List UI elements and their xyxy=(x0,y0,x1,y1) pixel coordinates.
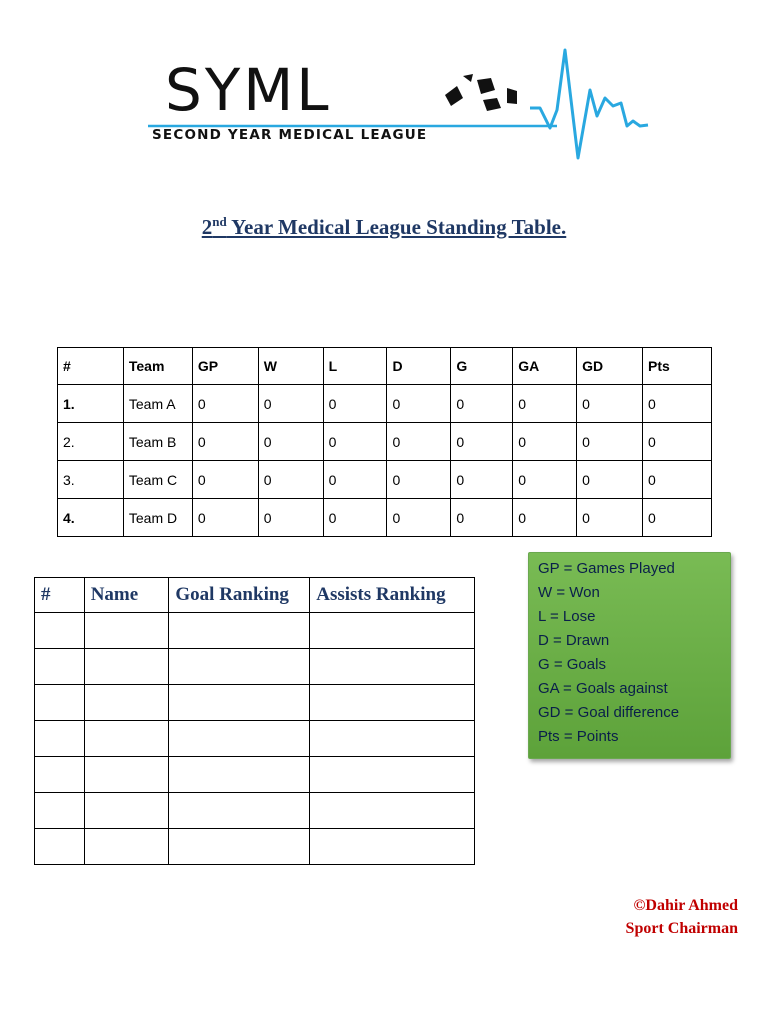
column-header: GA xyxy=(513,348,577,385)
table-row xyxy=(35,613,475,649)
table-cell xyxy=(84,613,169,649)
table-cell xyxy=(35,793,85,829)
table-cell: 0 xyxy=(577,499,643,537)
table-cell xyxy=(169,829,310,865)
table-cell: 0 xyxy=(323,423,387,461)
table-cell: 0 xyxy=(451,385,513,423)
title-ordinal: 2 xyxy=(201,215,213,239)
table-cell: 0 xyxy=(258,423,323,461)
table-cell xyxy=(310,649,475,685)
page-title xyxy=(0,214,768,240)
table-cell: 0 xyxy=(387,499,451,537)
table-cell xyxy=(84,721,169,757)
table-cell: 0 xyxy=(258,385,323,423)
table-cell: Team B xyxy=(123,423,192,461)
table-row xyxy=(58,423,712,461)
table-cell xyxy=(310,721,475,757)
table-cell: 0 xyxy=(577,461,643,499)
table-cell xyxy=(35,829,85,865)
column-header: # xyxy=(58,348,124,385)
table-cell: 0 xyxy=(387,461,451,499)
table-cell: Team C xyxy=(123,461,192,499)
table-cell xyxy=(84,757,169,793)
column-header: Name xyxy=(84,578,169,613)
table-cell xyxy=(35,757,85,793)
table-cell: 0 xyxy=(513,385,577,423)
legend-item: W = Won xyxy=(538,584,600,601)
legend-item: G = Goals xyxy=(538,656,606,673)
table-cell: 1. xyxy=(58,385,124,423)
table-cell: 2. xyxy=(58,423,124,461)
standing-header-row xyxy=(58,348,712,385)
legend-item: GD = Goal difference xyxy=(538,704,680,721)
legend-item: L = Lose xyxy=(538,608,596,625)
table-cell xyxy=(169,649,310,685)
syml-logo xyxy=(145,48,650,166)
ranking-table xyxy=(34,577,475,865)
ranking-header-row xyxy=(35,578,475,613)
abbreviation-legend xyxy=(528,552,731,759)
table-cell xyxy=(84,829,169,865)
table-cell: 0 xyxy=(387,385,451,423)
column-header: Pts xyxy=(643,348,712,385)
table-cell: 0 xyxy=(323,385,387,423)
table-cell: 0 xyxy=(643,499,712,537)
table-cell xyxy=(310,685,475,721)
table-cell: 0 xyxy=(643,461,712,499)
column-header: W xyxy=(258,348,323,385)
column-header: D xyxy=(387,348,451,385)
table-cell xyxy=(310,829,475,865)
table-cell: 0 xyxy=(513,423,577,461)
table-cell xyxy=(84,793,169,829)
table-cell: 0 xyxy=(513,461,577,499)
table-cell: 0 xyxy=(192,461,258,499)
signature-role: Sport Chairman xyxy=(625,920,738,937)
table-cell: 0 xyxy=(192,423,258,461)
pulse-line-icon xyxy=(530,50,648,158)
table-cell xyxy=(310,757,475,793)
legend-item: GP = Games Played xyxy=(538,560,675,577)
table-cell: 0 xyxy=(451,499,513,537)
signature-block xyxy=(626,894,738,940)
table-row xyxy=(58,499,712,537)
legend-item: Pts = Points xyxy=(538,728,619,745)
table-row xyxy=(58,385,712,423)
column-header: GD xyxy=(577,348,643,385)
table-cell: 0 xyxy=(192,385,258,423)
table-row xyxy=(35,649,475,685)
legend-item: GA = Goals against xyxy=(538,680,668,697)
table-cell: Team A xyxy=(123,385,192,423)
table-cell: 3. xyxy=(58,461,124,499)
table-cell: 0 xyxy=(643,385,712,423)
table-row xyxy=(35,757,475,793)
table-cell xyxy=(35,685,85,721)
table-cell: 0 xyxy=(451,423,513,461)
table-cell xyxy=(35,649,85,685)
table-row xyxy=(35,721,475,757)
logo-wordmark: SYML xyxy=(165,56,332,124)
legend-item: D = Drawn xyxy=(538,632,610,649)
title-superscript: nd xyxy=(212,214,227,229)
table-row xyxy=(58,461,712,499)
table-row xyxy=(35,829,475,865)
column-header: Team xyxy=(123,348,192,385)
column-header: Goal Ranking xyxy=(169,578,310,613)
table-cell: 0 xyxy=(513,499,577,537)
table-cell: 0 xyxy=(258,461,323,499)
table-cell: 0 xyxy=(323,461,387,499)
soccer-ball-icon xyxy=(439,74,517,114)
table-cell: 0 xyxy=(192,499,258,537)
column-header: # xyxy=(35,578,85,613)
table-cell xyxy=(84,649,169,685)
table-cell xyxy=(169,721,310,757)
table-cell: 0 xyxy=(387,423,451,461)
table-cell xyxy=(35,721,85,757)
logo-subtitle: SECOND YEAR MEDICAL LEAGUE xyxy=(152,127,428,143)
table-cell xyxy=(169,613,310,649)
table-cell xyxy=(84,685,169,721)
table-cell xyxy=(310,613,475,649)
table-cell: 4. xyxy=(58,499,124,537)
table-cell: 0 xyxy=(323,499,387,537)
column-header: L xyxy=(323,348,387,385)
column-header: Assists Ranking xyxy=(310,578,475,613)
table-cell xyxy=(35,613,85,649)
standing-table xyxy=(57,347,712,537)
table-cell xyxy=(169,757,310,793)
column-header: G xyxy=(451,348,513,385)
column-header: GP xyxy=(192,348,258,385)
title-text: Year Medical League Standing Table. xyxy=(226,215,567,239)
table-cell: 0 xyxy=(258,499,323,537)
table-row xyxy=(35,793,475,829)
table-cell xyxy=(310,793,475,829)
table-cell: 0 xyxy=(577,423,643,461)
signature-name: ©Dahir Ahmed xyxy=(633,897,738,914)
table-cell xyxy=(169,685,310,721)
table-cell xyxy=(169,793,310,829)
table-cell: 0 xyxy=(451,461,513,499)
table-cell: Team D xyxy=(123,499,192,537)
table-cell: 0 xyxy=(577,385,643,423)
table-cell: 0 xyxy=(643,423,712,461)
table-row xyxy=(35,685,475,721)
